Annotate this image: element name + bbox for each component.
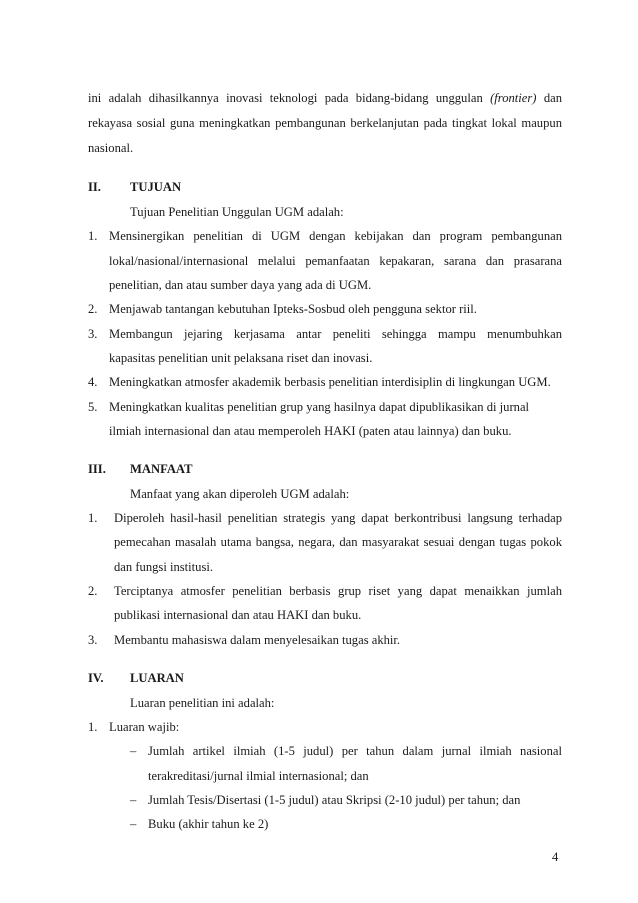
section-title-manfaat: MANFAAT	[130, 462, 193, 476]
section-number-tujuan: II.	[88, 180, 101, 194]
list-item-line: Terciptanya atmosfer penelitian berbasis grup riset yang dapat menaikkan jumlah	[114, 584, 562, 598]
intro-text-end: dan	[543, 91, 562, 105]
list-number: 2.	[88, 584, 98, 598]
list-number: 3.	[88, 327, 98, 341]
intro-line-1	[88, 91, 562, 106]
intro-italic-term: (frontier)	[490, 91, 537, 105]
section-number-luaran: IV.	[88, 671, 104, 685]
list-item-line: Mensinergikan penelitian di UGM dengan kebijakan dan program pembangunan	[109, 229, 562, 243]
list-item-line: lokal/nasional/internasional melalui pemanfaatan kepakaran, sarana dan prasarana	[109, 254, 562, 268]
intro-line-2: rekayasa sosial guna meningkatkan pembangunan berkelanjutan pada tingkat lokal maupun	[88, 116, 562, 130]
sub-item-line: Jumlah artikel ilmiah (1-5 judul) per tahun dalam jurnal ilmiah nasional	[148, 744, 562, 758]
page-number: 4	[552, 850, 559, 864]
list-item-line: Membangun jejaring kerjasama antar peneliti sehingga mampu menumbuhkan	[109, 327, 562, 341]
list-number: 1.	[88, 229, 98, 243]
dash-bullet: –	[130, 744, 137, 758]
section-title-luaran: LUARAN	[130, 671, 184, 685]
section-intro-tujuan: Tujuan Penelitian Unggulan UGM adalah:	[130, 205, 344, 219]
list-item-line: Luaran wajib:	[109, 720, 180, 734]
list-item-line: Menjawab tantangan kebutuhan Ipteks-Sosbud oleh pengguna sektor riil.	[109, 302, 477, 316]
list-item-line: Meningkatkan atmosfer akademik berbasis penelitian interdisiplin di lingkungan UGM.	[109, 375, 551, 389]
list-number: 3.	[88, 633, 98, 647]
list-item-line: ilmiah internasional dan atau memperoleh HAKI (paten atau lainnya) dan buku.	[109, 424, 512, 438]
list-number: 1.	[88, 720, 98, 734]
list-number: 4.	[88, 375, 98, 389]
list-item-line: publikasi internasional dan atau HAKI dan buku.	[114, 608, 362, 622]
list-number: 2.	[88, 302, 98, 316]
sub-item-line: Jumlah Tesis/Disertasi (1-5 judul) atau Skripsi (2-10 judul) per tahun; dan	[148, 793, 521, 807]
list-item-line: Meningkatkan kualitas penelitian grup yang hasilnya dapat dipublikasikan di jurnal	[109, 400, 530, 414]
section-intro-manfaat: Manfaat yang akan diperoleh UGM adalah:	[130, 487, 350, 501]
dash-bullet: –	[130, 817, 137, 831]
list-item-line: dan fungsi institusi.	[114, 560, 214, 574]
list-number: 1.	[88, 511, 98, 525]
sub-item-line: terakreditasi/jurnal ilmial internasional; dan	[148, 769, 369, 783]
section-intro-luaran: Luaran penelitian ini adalah:	[130, 696, 275, 710]
list-item-line: kapasitas penelitian unit pelaksana riset dan inovasi.	[109, 351, 373, 365]
section-number-manfaat: III.	[88, 462, 106, 476]
list-item-line: Membantu mahasiswa dalam menyelesaikan tugas akhir.	[114, 633, 401, 647]
list-item-line: Diperoleh hasil-hasil penelitian strategis yang dapat berkontribusi langsung terhadap	[114, 511, 562, 525]
intro-text: ini adalah dihasilkannya inovasi teknologi pada bidang-bidang unggulan	[88, 91, 483, 105]
list-number: 5.	[88, 400, 98, 414]
list-item-line: penelitian, dan atau sumber daya yang ada di UGM.	[109, 278, 372, 292]
dash-bullet: –	[130, 793, 137, 807]
section-title-tujuan: TUJUAN	[130, 180, 182, 194]
sub-item-line: Buku (akhir tahun ke 2)	[148, 817, 269, 831]
list-item-line: pemecahan masalah utama bangsa, negara, dan masyarakat sesuai dengan tugas pokok	[114, 535, 562, 549]
intro-line-3: nasional.	[88, 141, 134, 155]
